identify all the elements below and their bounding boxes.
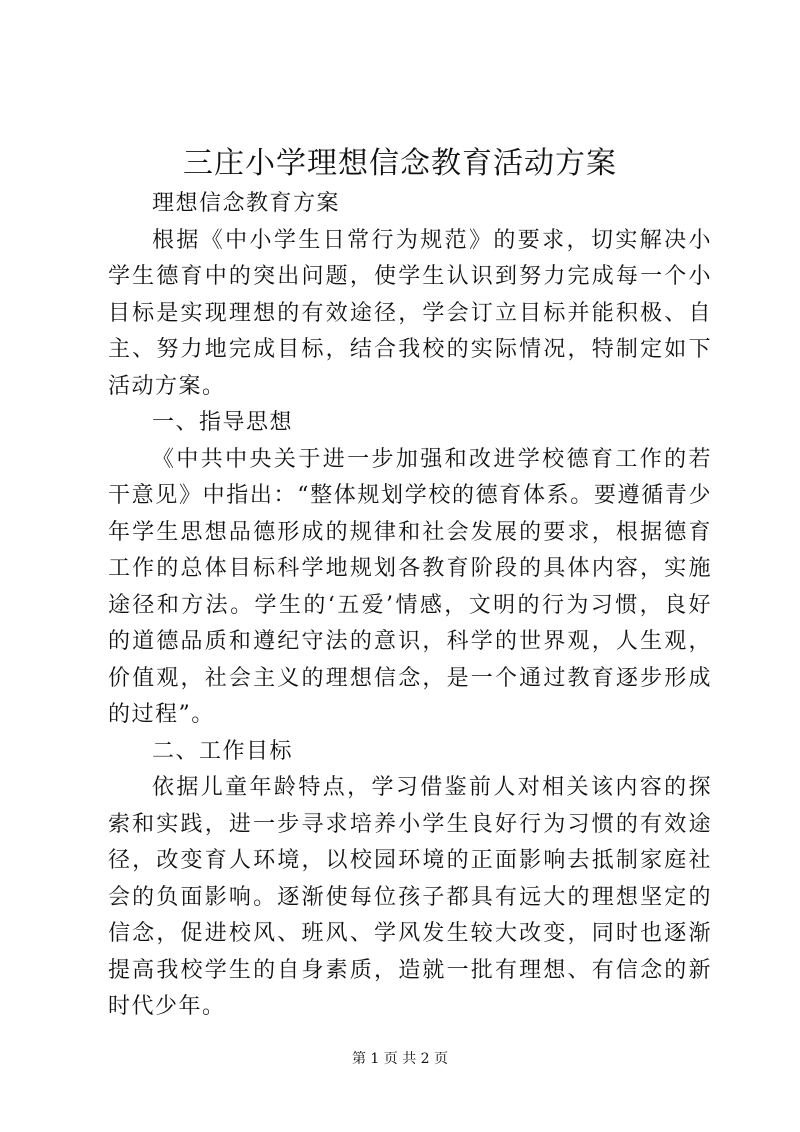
work-goals-paragraph: 依据儿童年龄特点，学习借鉴前人对相关该内容的探索和实践，进一步寻求培养小学生良好行为习惯的有效途径，改变育人环境，以校园环境的正面影响去抵制家庭社会的负面影响。逐渐使每位孩子都具有远大的理想坚定的信念，促进校风、班风、学风发生较大改变，同时也逐渐提高我校学生的自身素质，造就一批有理想、有信念的新时代少年。	[108, 775, 712, 1019]
section-heading-guiding-ideology: 一、指导思想	[152, 410, 294, 435]
page-footer: 第 1 页 共 2 页	[351, 1051, 449, 1067]
section-heading-work-goals: 二、工作目标	[152, 738, 294, 764]
intro-paragraph: 根据《中小学生日常行为规范》的要求，切实解决小学生德育中的突出问题，使学生认识到努力完成每一个小目标是实现理想的有效途径，学会订立目标并能积极、自主、努力地完成目标，结合我校的实际情况，特制定如下活动方案。	[108, 227, 712, 399]
section-subtitle: 理想信念教育方案	[152, 191, 341, 216]
guiding-ideology-paragraph: 《中共中央关于进一步加强和改进学校德育工作的若干意见》中指出：“整体规划学校的德育体系。要遵循青少年学生思想品德形成的规律和社会发展的要求，根据德育工作的总体目标科学地规划各教育阶段的具体内容，实施途径和方法。学生的‘五爱’情感，文明的行为习惯，良好的道德品质和遵纪守法的意识，科学的世界观，人生观，价值观，社会主义的理想信念，是一个通过教育逐步形成的过程”。	[108, 446, 712, 727]
document-body	[108, 186, 712, 1026]
document-title: 三庄小学理想信念教育活动方案	[183, 146, 617, 181]
